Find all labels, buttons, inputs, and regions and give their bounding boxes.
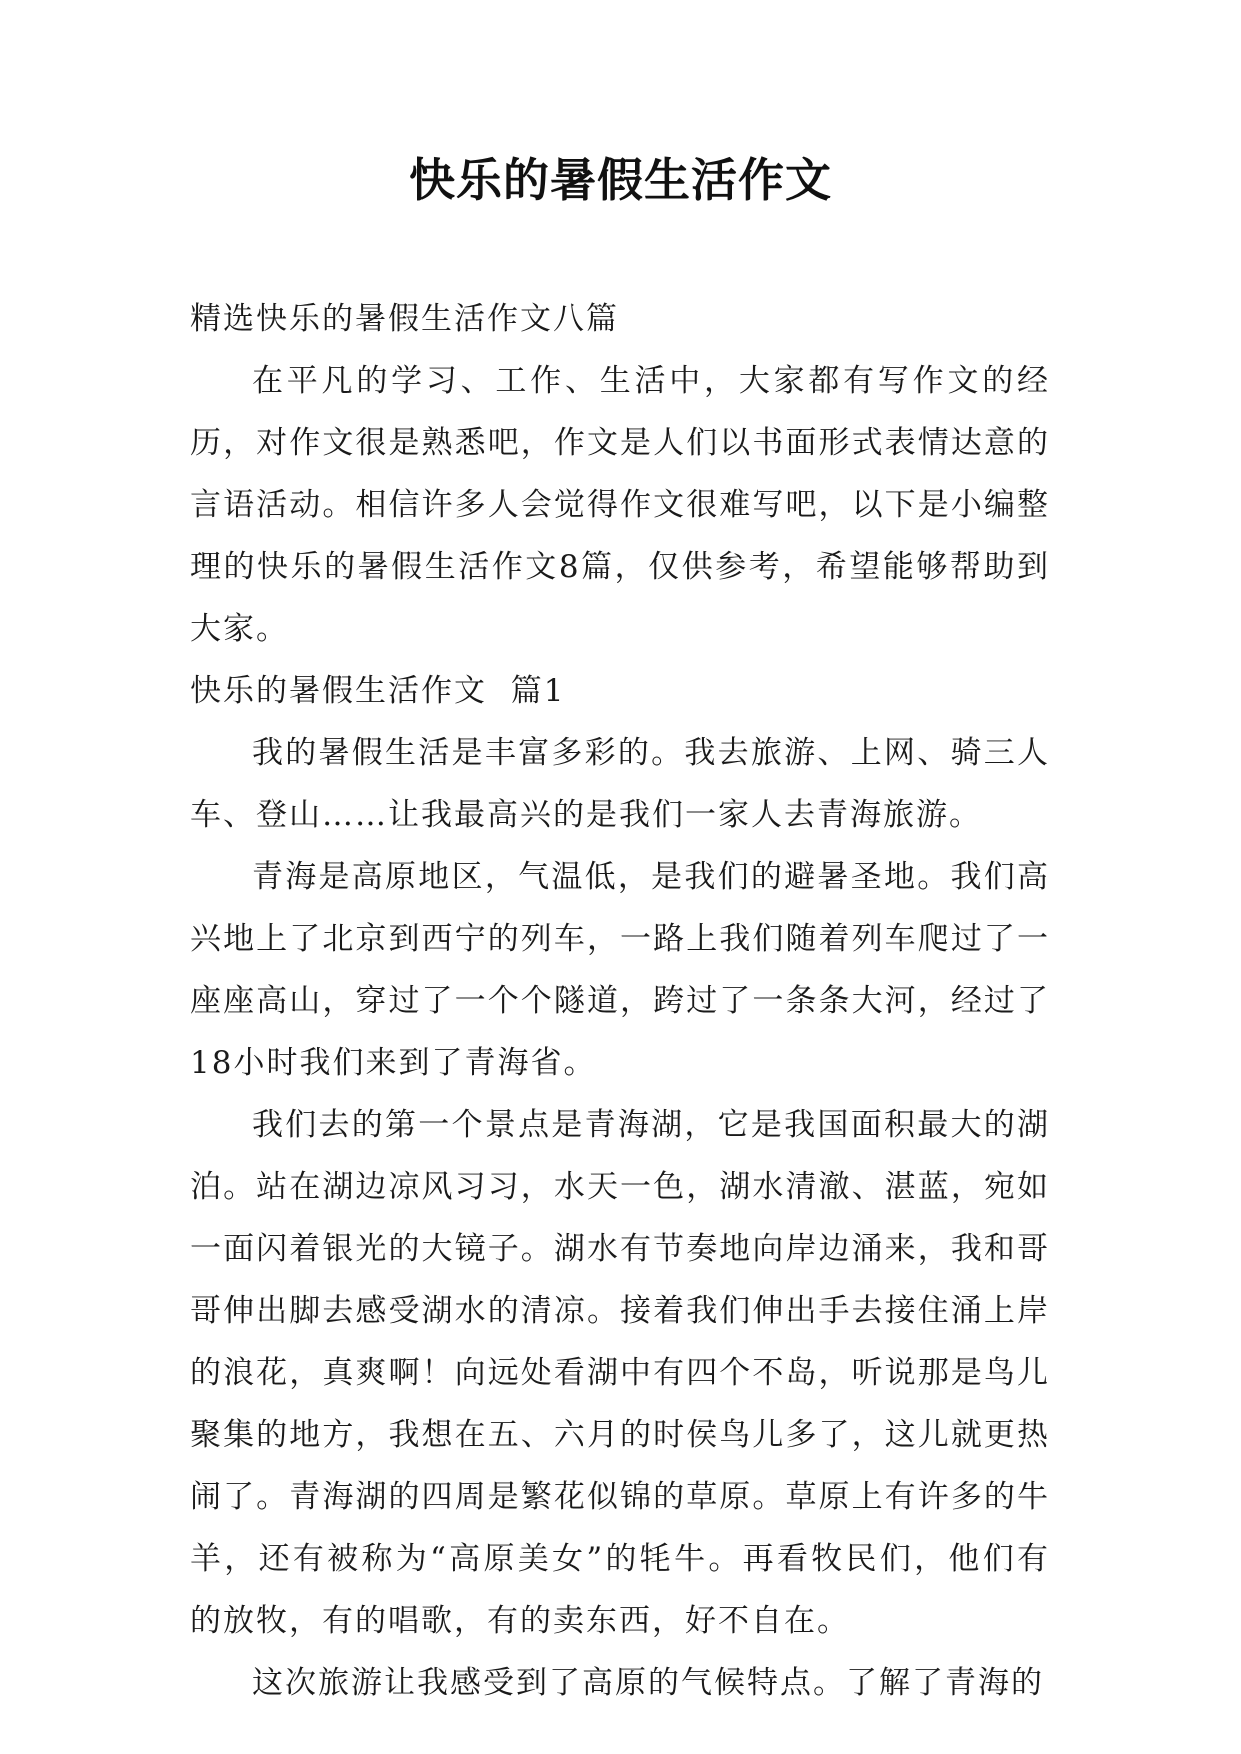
intro-paragraph: 在平凡的学习、工作、生活中，大家都有写作文的经历，对作文很是熟悉吧，作文是人们以书面形式表情达意的言语活动。相信许多人会觉得作文很难写吧，以下是小编整理的快乐的暑假生活作文8篇，仅供参考，希望能够帮助到大家。	[190, 363, 1050, 647]
body-paragraph: 我们去的第一个景点是青海湖，它是我国面积最大的湖泊。站在湖边凉风习习，水天一色，湖水清澈、湛蓝，宛如一面闪着银光的大镜子。湖水有节奏地向岸边涌来，我和哥哥伸出脚去感受湖水的清凉。接着我们伸出手去接住涌上岸的浪花，真爽啊！向远处看湖中有四个不岛，听说那是鸟儿聚集的地方，我想在五、六月的时侯鸟儿多了，这儿就更热闹了。青海湖的四周是繁花似锦的草原。草原上有许多的牛羊，还有被称为“高原美女”的牦牛。再看牧民们，他们有的放牧，有的唱歌，有的卖东西，好不自在。	[190, 1107, 1050, 1639]
document-title: 快乐的暑假生活作文	[409, 153, 832, 207]
body-paragraph: 我的暑假生活是丰富多彩的。我去旅游、上网、骑三人车、登山……让我最高兴的是我们一家人去青海旅游。	[190, 735, 1050, 833]
document-subtitle: 精选快乐的暑假生活作文八篇	[190, 301, 619, 337]
body-paragraph: 青海是高原地区，气温低，是我们的避暑圣地。我们高兴地上了北京到西宁的列车，一路上我们随着列车爬过了一座座高山，穿过了一个个隧道，跨过了一条条大河，经过了18小时我们来到了青海省。	[190, 859, 1050, 1081]
section-heading: 快乐的暑假生活作文 篇1	[190, 673, 566, 709]
document-body	[190, 288, 1050, 1714]
body-paragraph: 这次旅游让我感受到了高原的气候特点。了解了青海的	[252, 1665, 1044, 1701]
